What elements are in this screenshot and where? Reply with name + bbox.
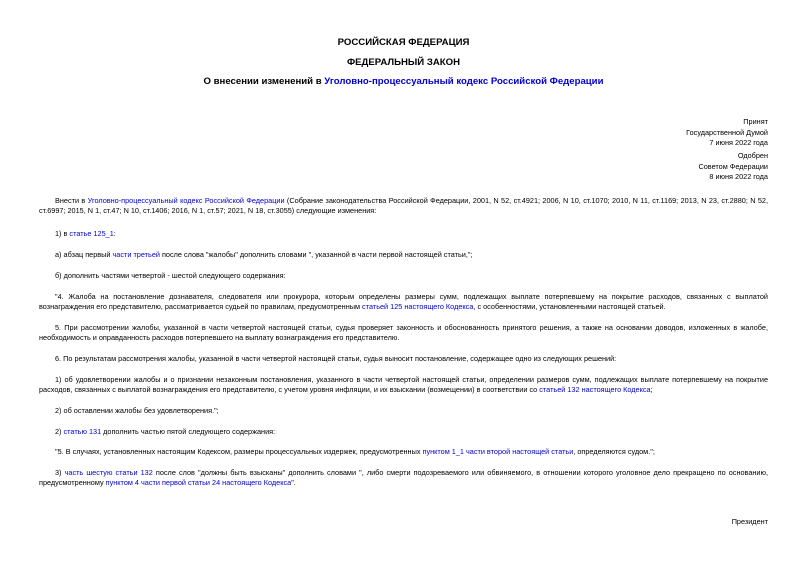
accepted-block [686,117,768,149]
paragraph-part-5: 5. При рассмотрении жалобы, указанной в части четвертой настоящей статьи, судья проверяет законность и обоснованность принятого решения, а также на основании доводов, изложенных в жалобе, необходимость и оправданность расходов потерпевшего на выплату вознаграждения его представителю. [39,323,768,343]
paragraph-item-1a: а) абзац первый части третьей после слова "жалобы" дополнить словами ", указанной в части первой настоящей статьи,"; [55,250,473,259]
accepted-date: 7 июня 2022 года [709,138,768,147]
paragraph-decision-1: 1) об удовлетворении жалобы и о признании незаконным постановления, указанного в части четвертой настоящей статьи, определении размеров сумм, подлежащих выплате потерпевшему на покрытие расходов, связанных с выплатой вознаграждения его представителю, с учетом уровня инфляции, и их взыскании (возмещении) в соответствии со статьей 132 настоящего Кодекса; [39,375,768,395]
law-title-prefix: О внесении изменений в [203,76,325,87]
link-point-1-1[interactable]: пунктом 1_1 части второй настоящей статьи [422,447,574,456]
link-article-132[interactable]: статьей 132 настоящего Кодекса [539,385,651,395]
accepted-body: Государственной Думой [686,127,768,137]
paragraph-part-6: 6. По результатам рассмотрения жалобы, указанной в части четвертой настоящей статьи, судья выносит постановление, содержащее одно из следующих решений: [55,354,617,363]
link-article-131[interactable]: статью 131 [63,427,102,436]
accepted-label: Принят [743,117,768,126]
link-point-4-article-24[interactable]: пунктом 4 части первой статьи 24 настоящего Кодекса [105,478,292,488]
paragraph-item-3: 3) часть шестую статьи 132 после слов "должны быть взысканы" дополнить словами ", либо смерти подозреваемого или обвиняемого, в отношении которого уголовное дело прекращено по основанию, предусмотренному пунктом 4 части первой статьи 24 настоящего Кодекса". [39,468,768,488]
signature-role: Президент [731,517,768,526]
link-upk[interactable]: Уголовно-процессуальный кодекс Российской Федерации [87,196,285,205]
paragraph-decision-2: 2) об оставлении жалобы без удовлетворения."; [55,406,219,415]
link-article-125[interactable]: статьей 125 настоящего Кодекса [362,302,474,312]
link-part-six-article-132[interactable]: часть шестую статьи 132 [64,468,153,477]
paragraph-part-5-new: "5. В случаях, установленных настоящим Кодексом, размеры процессуальных издержек, предусмотренных пунктом 1_1 части второй настоящей статьи, определяются судом."; [55,447,655,456]
law-title [0,76,807,87]
paragraph-item-1: 1) в статье 125_1: [55,229,116,238]
country-heading: РОССИЙСКАЯ ФЕДЕРАЦИЯ [337,37,470,48]
document-type-heading: ФЕДЕРАЛЬНЫЙ ЗАКОН [346,57,461,68]
link-part-three[interactable]: части третьей [112,250,160,259]
approved-label: Одобрен [737,151,768,160]
approved-block [698,151,768,183]
paragraph-part-4: "4. Жалоба на постановление дознавателя, следователя или прокурора, которым определены размеры сумм, подлежащих выплате потерпевшему на покрытие расходов, связанных с выплатой вознаграждения его представителю, рассматривается судьей по правилам, предусмотренным статьей 125 настоящего Кодекса, с особенностями, установленными настоящей статьей. [39,292,768,312]
approved-body: Советом Федерации [698,161,768,171]
paragraph-intro: Внести в Уголовно-процессуальный кодекс Российской Федерации (Собрание законодательства Российской Федерации, 2001, N 52, ст.4921; 2006, N 10, ст.1070; 2010, N 11, ст.1169; 2013, N 23, ст.2880; N 52, ст.6997; 2015, N 1, ст.47; N 10, ст.1406; 2016, N 1, ст.57; 2021, N 18, ст.3055) следующие изменения: [39,196,768,216]
paragraph-item-2: 2) статью 131 дополнить частью пятой следующего содержания: [55,427,276,436]
paragraph-item-1b: б) дополнить частями четвертой - шестой следующего содержания: [55,271,286,280]
approved-date: 8 июня 2022 года [709,172,768,181]
link-article-125-1[interactable]: статье 125_1 [69,229,114,238]
law-title-link[interactable]: Уголовно-процессуальный кодекс Российской Федерации [324,76,604,87]
